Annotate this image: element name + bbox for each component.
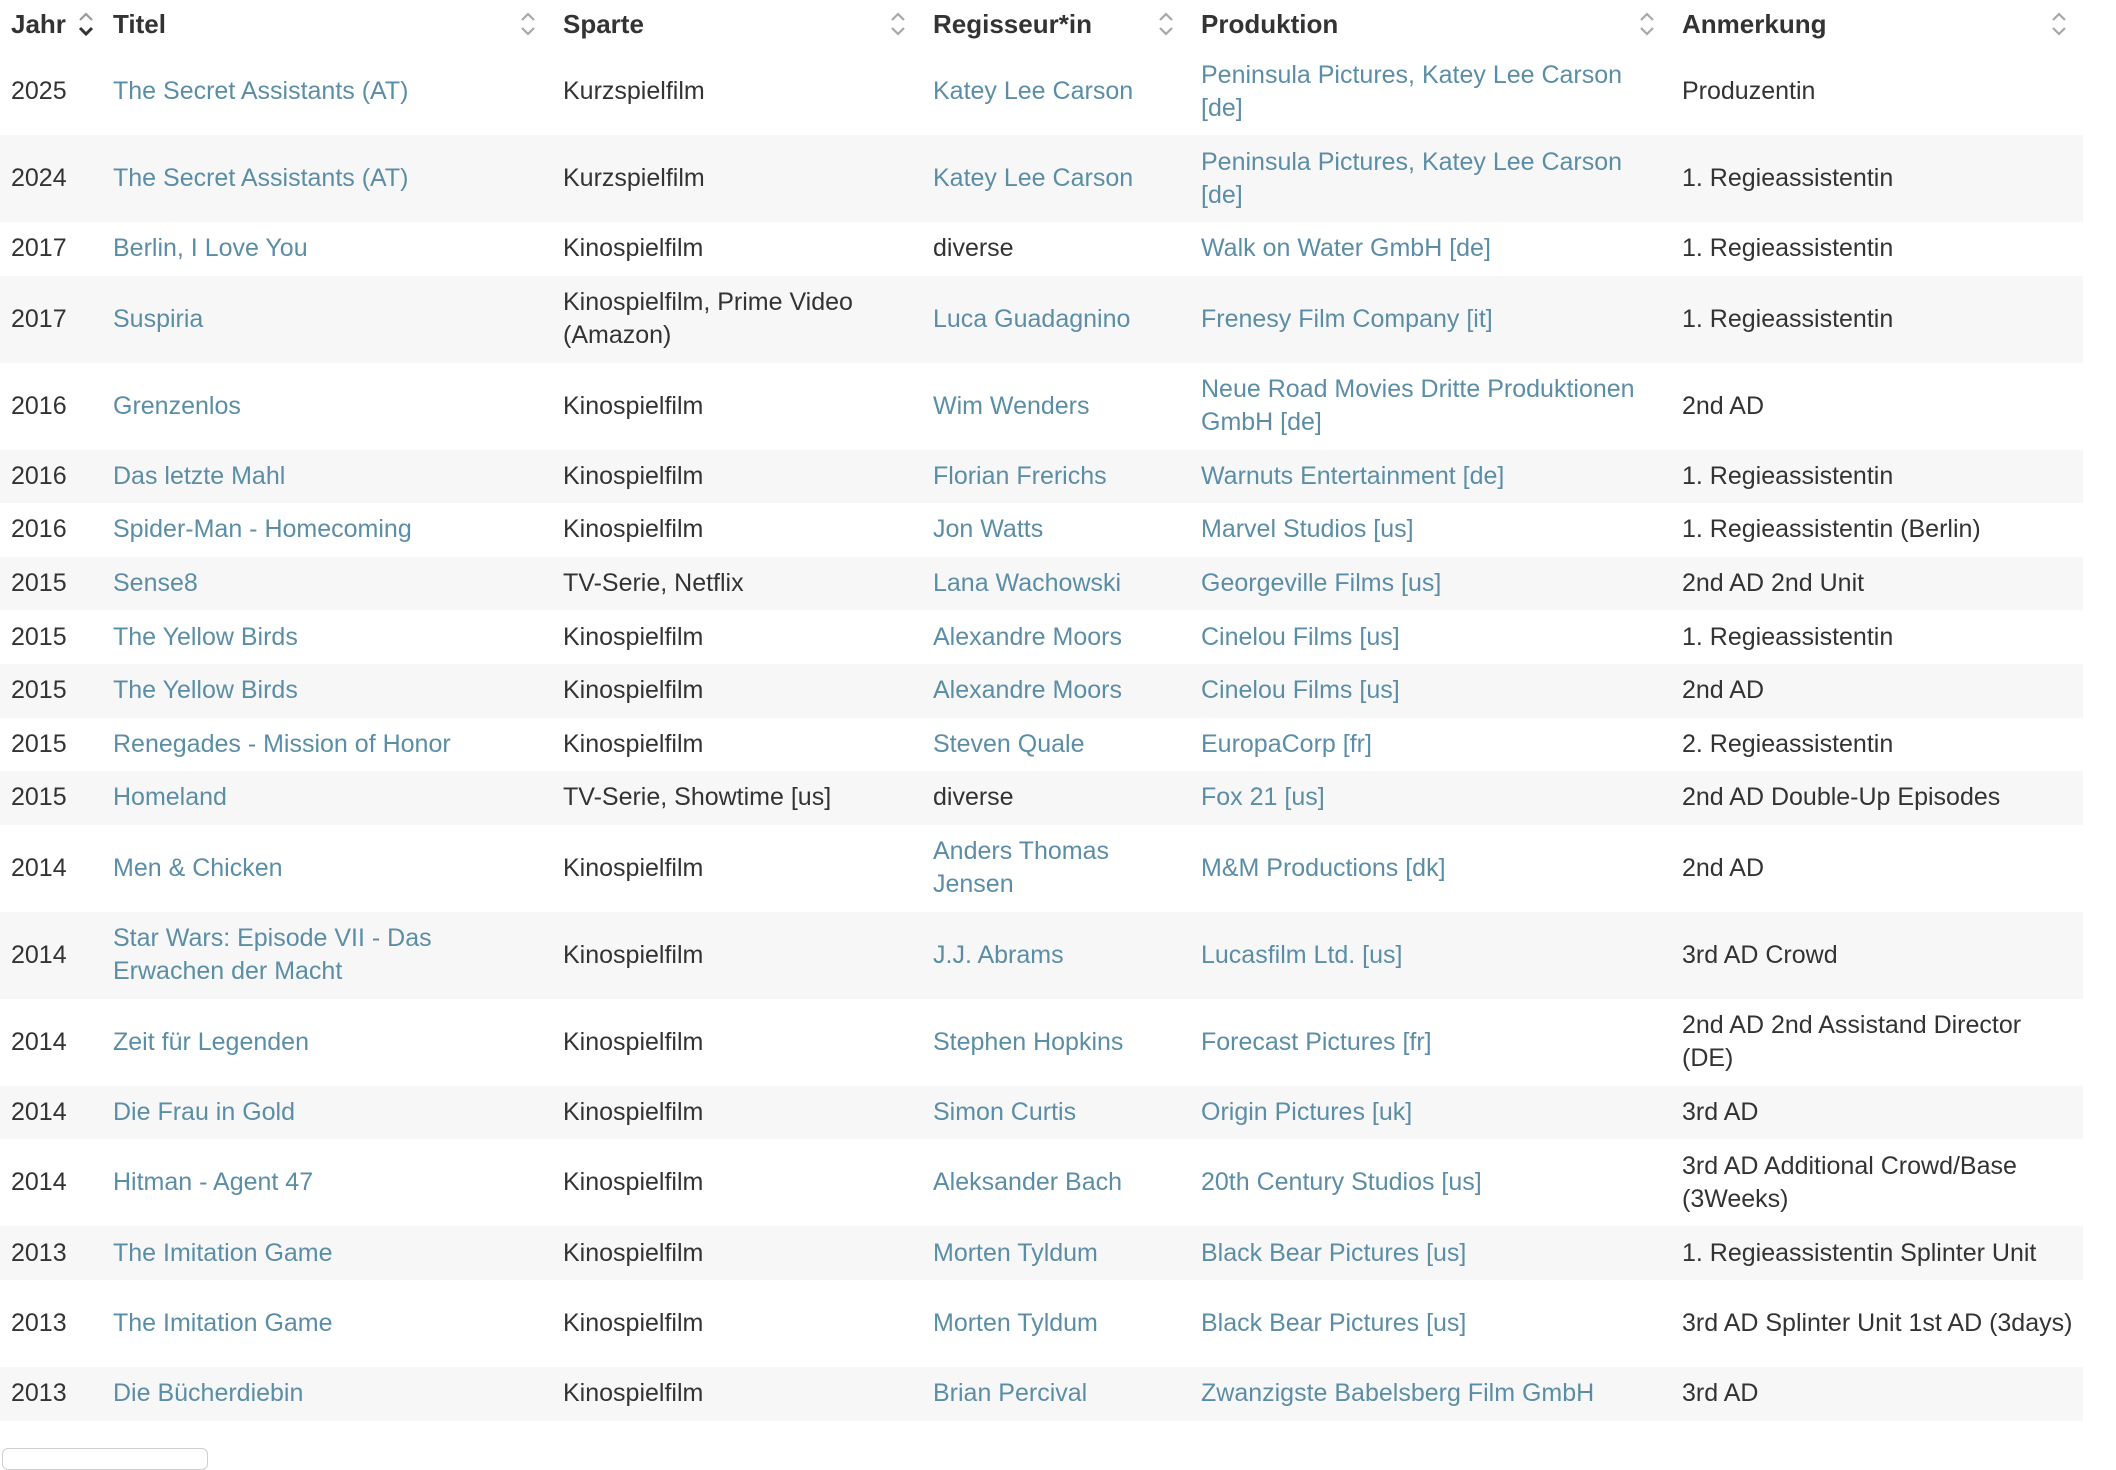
- cell-titel: [102, 999, 552, 1086]
- cell-titel: [102, 48, 552, 135]
- cell-jahr-text: 2014: [11, 1168, 67, 1197]
- cell-produktion-link[interactable]: Forecast Pictures [fr]: [1201, 1027, 1432, 1056]
- cell-sparte-text: Kinospielfilm, Prime Video (Amazon): [563, 288, 853, 350]
- cell-anmerkung: [1671, 276, 2083, 363]
- cell-sparte: [552, 363, 922, 450]
- cell-produktion: [1190, 912, 1671, 999]
- cell-sparte: [552, 48, 922, 135]
- table-row: [0, 48, 2083, 135]
- cell-jahr-text: 2015: [11, 622, 67, 651]
- table-row: [0, 1226, 2083, 1280]
- cell-sparte-text: Kinospielfilm: [563, 1168, 704, 1197]
- cell-produktion: [1190, 503, 1671, 557]
- cell-sparte: [552, 912, 922, 999]
- cell-regie-link[interactable]: Jon Watts: [933, 515, 1044, 544]
- cell-sparte-text: Kinospielfilm: [563, 1379, 704, 1408]
- cell-produktion-link[interactable]: Neue Road Movies Dritte Produktionen GmbH [de]: [1201, 375, 1635, 437]
- cell-produktion-link[interactable]: Marvel Studios [us]: [1201, 515, 1414, 544]
- cell-regie-link[interactable]: Lana Wachowski: [933, 569, 1122, 598]
- cell-anmerkung-text: 3rd AD: [1682, 1098, 1759, 1127]
- cell-jahr-text: 2013: [11, 1379, 67, 1408]
- cell-sparte: [552, 1280, 922, 1367]
- table-row: [0, 1280, 2083, 1367]
- cell-produktion-link[interactable]: Warnuts Entertainment [de]: [1201, 461, 1505, 490]
- cell-sparte-text: Kinospielfilm: [563, 1027, 704, 1056]
- cell-produktion: [1190, 1086, 1671, 1140]
- cell-jahr-text: 2017: [11, 234, 67, 263]
- cell-jahr: [0, 610, 102, 664]
- cell-produktion: [1190, 450, 1671, 504]
- table-header-row: [0, 0, 2083, 48]
- cell-titel: [102, 222, 552, 276]
- table-row: [0, 222, 2083, 276]
- cell-titel: [102, 503, 552, 557]
- cell-sparte: [552, 718, 922, 772]
- cell-regie-link[interactable]: Morten Tyldum: [933, 1238, 1098, 1267]
- column-header-regie[interactable]: [922, 0, 1190, 48]
- cell-produktion: [1190, 610, 1671, 664]
- pagination-control[interactable]: [2, 1448, 208, 1470]
- cell-regie-link[interactable]: Morten Tyldum: [933, 1308, 1098, 1337]
- cell-regie: [922, 363, 1190, 450]
- cell-titel: [102, 718, 552, 772]
- cell-regie: [922, 1280, 1190, 1367]
- cell-sparte-text: Kinospielfilm: [563, 729, 704, 758]
- cell-sparte-text: Kinospielfilm: [563, 940, 704, 969]
- table-row: [0, 999, 2083, 1086]
- cell-anmerkung-text: 1. Regieassistentin Splinter Unit: [1682, 1238, 2037, 1267]
- cell-regie-link[interactable]: Alexandre Moors: [933, 622, 1122, 651]
- cell-titel-link[interactable]: Homeland: [113, 783, 227, 812]
- cell-jahr: [0, 135, 102, 222]
- cell-regie-link[interactable]: Wim Wenders: [933, 391, 1090, 420]
- cell-regie: [922, 557, 1190, 611]
- cell-regie-link[interactable]: Anders Thomas Jensen: [933, 837, 1110, 899]
- cell-jahr: [0, 503, 102, 557]
- cell-titel-link[interactable]: Hitman - Agent 47: [113, 1168, 314, 1197]
- cell-anmerkung: [1671, 135, 2083, 222]
- cell-produktion: [1190, 1367, 1671, 1421]
- cell-sparte: [552, 664, 922, 718]
- cell-titel: [102, 276, 552, 363]
- cell-titel-link[interactable]: Die Frau in Gold: [113, 1098, 296, 1127]
- cell-regie: [922, 276, 1190, 363]
- cell-jahr-text: 2014: [11, 1098, 67, 1127]
- table-row: [0, 610, 2083, 664]
- cell-sparte-text: Kurzspielfilm: [563, 164, 705, 192]
- cell-sparte: [552, 503, 922, 557]
- cell-jahr-text: 2013: [11, 1238, 67, 1267]
- cell-titel: [102, 825, 552, 912]
- sort-icon[interactable]: [888, 9, 908, 39]
- cell-titel: [102, 135, 552, 222]
- cell-titel: [102, 363, 552, 450]
- cell-titel-link[interactable]: The Secret Assistants (AT): [113, 77, 409, 105]
- cell-anmerkung-text: 2. Regieassistentin: [1682, 729, 1894, 758]
- cell-anmerkung: [1671, 1226, 2083, 1280]
- cell-jahr-text: 2016: [11, 461, 67, 490]
- cell-titel: [102, 771, 552, 825]
- cell-regie: [922, 1086, 1190, 1140]
- cell-titel-link[interactable]: The Yellow Birds: [113, 676, 298, 705]
- cell-produktion: [1190, 771, 1671, 825]
- column-header-jahr[interactable]: [0, 0, 102, 48]
- cell-produktion-link[interactable]: Georgeville Films [us]: [1201, 569, 1442, 598]
- table-row: [0, 664, 2083, 718]
- cell-titel-link[interactable]: The Secret Assistants (AT): [113, 164, 409, 192]
- cell-anmerkung-text: 2nd AD: [1682, 676, 1765, 705]
- cell-titel-link[interactable]: The Yellow Birds: [113, 622, 298, 651]
- cell-jahr: [0, 363, 102, 450]
- cell-regie: [922, 610, 1190, 664]
- cell-regie: [922, 999, 1190, 1086]
- cell-sparte: [552, 276, 922, 363]
- column-header-label: Produktion: [1201, 8, 1339, 39]
- cell-jahr: [0, 664, 102, 718]
- cell-produktion-link[interactable]: Origin Pictures [uk]: [1201, 1098, 1413, 1127]
- cell-jahr-text: 2017: [11, 304, 67, 333]
- cell-jahr: [0, 912, 102, 999]
- cell-anmerkung-text: 2nd AD: [1682, 853, 1765, 882]
- cell-jahr-text: 2015: [11, 569, 67, 598]
- cell-sparte: [552, 1139, 922, 1226]
- cell-regie-link[interactable]: Alexandre Moors: [933, 676, 1122, 705]
- cell-jahr: [0, 1280, 102, 1367]
- cell-jahr-text: 2016: [11, 515, 67, 544]
- cell-titel-link[interactable]: Grenzenlos: [113, 391, 241, 420]
- cell-produktion-link[interactable]: Frenesy Film Company [it]: [1201, 304, 1493, 333]
- cell-titel-link[interactable]: Die Bücherdiebin: [113, 1379, 304, 1408]
- table-row: [0, 912, 2083, 999]
- cell-anmerkung-text: 2nd AD: [1682, 391, 1765, 420]
- cell-sparte: [552, 825, 922, 912]
- column-header-anmerkung[interactable]: [1671, 0, 2083, 48]
- cell-jahr-text: 2014: [11, 853, 67, 882]
- cell-anmerkung: [1671, 557, 2083, 611]
- cell-titel: [102, 664, 552, 718]
- cell-anmerkung: [1671, 503, 2083, 557]
- cell-regie-link[interactable]: Katey Lee Carson: [933, 164, 1134, 192]
- cell-produktion: [1190, 557, 1671, 611]
- cell-anmerkung: [1671, 718, 2083, 772]
- cell-anmerkung: [1671, 48, 2083, 135]
- cell-anmerkung: [1671, 222, 2083, 276]
- column-header-label: Jahr: [11, 8, 66, 39]
- cell-sparte: [552, 1367, 922, 1421]
- cell-produktion-link[interactable]: Peninsula Pictures, Katey Lee Carson [de]: [1201, 147, 1623, 209]
- cell-sparte-text: Kinospielfilm: [563, 853, 704, 882]
- sort-icon[interactable]: [1637, 9, 1657, 39]
- cell-produktion-link[interactable]: Lucasfilm Ltd. [us]: [1201, 940, 1403, 969]
- cell-jahr-text: 2013: [11, 1308, 67, 1337]
- cell-jahr: [0, 48, 102, 135]
- cell-anmerkung-text: 3rd AD Additional Crowd/Base (3Weeks): [1682, 1151, 2017, 1213]
- cell-anmerkung-text: Produzentin: [1682, 77, 1816, 105]
- cell-produktion-link[interactable]: Black Bear Pictures [us]: [1201, 1308, 1467, 1337]
- cell-regie: [922, 48, 1190, 135]
- cell-jahr-text: 2014: [11, 940, 67, 969]
- sort-icon[interactable]: [2049, 9, 2069, 39]
- cell-regie: [922, 1367, 1190, 1421]
- cell-titel: [102, 610, 552, 664]
- cell-regie-link[interactable]: Aleksander Bach: [933, 1168, 1123, 1197]
- cell-sparte: [552, 771, 922, 825]
- cell-titel-link[interactable]: Sense8: [113, 569, 198, 598]
- cell-titel: [102, 1139, 552, 1226]
- cell-produktion-link[interactable]: 20th Century Studios [us]: [1201, 1168, 1482, 1197]
- cell-sparte: [552, 610, 922, 664]
- cell-sparte-text: TV-Serie, Netflix: [563, 569, 744, 598]
- table-body: [0, 48, 2083, 1421]
- column-header-produktion[interactable]: [1190, 0, 1671, 48]
- table-row: [0, 718, 2083, 772]
- cell-sparte-text: Kinospielfilm: [563, 391, 704, 420]
- cell-anmerkung-text: 1. Regieassistentin: [1682, 622, 1894, 651]
- cell-titel-link[interactable]: Renegades - Mission of Honor: [113, 729, 451, 758]
- cell-titel-link[interactable]: Zeit für Legenden: [113, 1027, 309, 1056]
- table-row: [0, 450, 2083, 504]
- cell-jahr-text: 2015: [11, 783, 67, 812]
- table-row: [0, 276, 2083, 363]
- cell-jahr: [0, 1086, 102, 1140]
- cell-jahr: [0, 222, 102, 276]
- cell-sparte-text: Kinospielfilm: [563, 622, 704, 651]
- cell-sparte-text: Kurzspielfilm: [563, 77, 705, 105]
- column-header-label: Titel: [113, 8, 166, 39]
- cell-titel: [102, 1086, 552, 1140]
- cell-titel-link[interactable]: Suspiria: [113, 304, 204, 333]
- table-row: [0, 825, 2083, 912]
- cell-sparte: [552, 135, 922, 222]
- cell-produktion-link[interactable]: Fox 21 [us]: [1201, 783, 1325, 812]
- cell-titel: [102, 450, 552, 504]
- cell-anmerkung: [1671, 771, 2083, 825]
- cell-anmerkung-text: 2nd AD 2nd Assistand Director (DE): [1682, 1011, 2022, 1073]
- cell-regie: [922, 1226, 1190, 1280]
- cell-anmerkung: [1671, 912, 2083, 999]
- table-row: [0, 1367, 2083, 1421]
- cell-anmerkung: [1671, 363, 2083, 450]
- cell-regie-link[interactable]: J.J. Abrams: [933, 940, 1064, 969]
- cell-anmerkung: [1671, 1280, 2083, 1367]
- cell-produktion: [1190, 276, 1671, 363]
- cell-produktion: [1190, 1226, 1671, 1280]
- cell-regie-text: diverse: [933, 234, 1014, 263]
- cell-jahr: [0, 450, 102, 504]
- cell-jahr-text: 2015: [11, 729, 67, 758]
- cell-sparte: [552, 999, 922, 1086]
- cell-produktion-link[interactable]: Walk on Water GmbH [de]: [1201, 234, 1491, 263]
- cell-jahr: [0, 999, 102, 1086]
- cell-sparte-text: Kinospielfilm: [563, 461, 704, 490]
- cell-sparte-text: Kinospielfilm: [563, 1098, 704, 1127]
- cell-titel: [102, 1367, 552, 1421]
- cell-sparte-text: Kinospielfilm: [563, 515, 704, 544]
- cell-jahr: [0, 557, 102, 611]
- table-row: [0, 1086, 2083, 1140]
- cell-produktion-link[interactable]: Peninsula Pictures, Katey Lee Carson [de]: [1201, 60, 1623, 122]
- cell-regie: [922, 664, 1190, 718]
- cell-jahr: [0, 718, 102, 772]
- table-row: [0, 363, 2083, 450]
- cell-anmerkung-text: 1. Regieassistentin: [1682, 164, 1894, 192]
- cell-regie-link[interactable]: Katey Lee Carson: [933, 77, 1134, 105]
- cell-produktion: [1190, 135, 1671, 222]
- cell-regie-link[interactable]: Brian Percival: [933, 1379, 1088, 1408]
- cell-produktion: [1190, 999, 1671, 1086]
- table-row: [0, 557, 2083, 611]
- cell-anmerkung: [1671, 1139, 2083, 1226]
- cell-produktion: [1190, 48, 1671, 135]
- cell-jahr-text: 2015: [11, 676, 67, 705]
- cell-jahr: [0, 1367, 102, 1421]
- cell-produktion: [1190, 222, 1671, 276]
- cell-produktion-link[interactable]: EuropaCorp [fr]: [1201, 729, 1372, 758]
- cell-jahr: [0, 276, 102, 363]
- cell-produktion-link[interactable]: Cinelou Films [us]: [1201, 622, 1400, 651]
- table-row: [0, 135, 2083, 222]
- cell-jahr-text: 2024: [11, 164, 67, 192]
- cell-regie: [922, 450, 1190, 504]
- cell-jahr: [0, 825, 102, 912]
- cell-titel-link[interactable]: The Imitation Game: [113, 1308, 333, 1337]
- cell-regie: [922, 912, 1190, 999]
- cell-sparte-text: Kinospielfilm: [563, 234, 704, 263]
- cell-titel: [102, 1226, 552, 1280]
- cell-anmerkung-text: 1. Regieassistentin: [1682, 234, 1894, 263]
- cell-sparte: [552, 1086, 922, 1140]
- cell-sparte-text: Kinospielfilm: [563, 676, 704, 705]
- cell-produktion: [1190, 718, 1671, 772]
- cell-jahr: [0, 1139, 102, 1226]
- cell-anmerkung: [1671, 999, 2083, 1086]
- cell-regie: [922, 503, 1190, 557]
- column-header-titel[interactable]: [102, 0, 552, 48]
- table-row: [0, 1139, 2083, 1226]
- cell-regie-text: diverse: [933, 783, 1014, 812]
- cell-titel-link[interactable]: Star Wars: Episode VII - Das Erwachen der Macht: [113, 924, 432, 986]
- cell-jahr-text: 2025: [11, 77, 67, 105]
- cell-produktion-link[interactable]: Cinelou Films [us]: [1201, 676, 1400, 705]
- cell-anmerkung: [1671, 1367, 2083, 1421]
- cell-sparte: [552, 557, 922, 611]
- cell-regie: [922, 135, 1190, 222]
- cell-anmerkung-text: 1. Regieassistentin (Berlin): [1682, 515, 1981, 544]
- column-header-label: Regisseur*in: [933, 8, 1092, 39]
- cell-anmerkung: [1671, 664, 2083, 718]
- cell-titel-link[interactable]: The Imitation Game: [113, 1238, 333, 1267]
- cell-regie: [922, 222, 1190, 276]
- cell-regie: [922, 718, 1190, 772]
- cell-jahr-text: 2014: [11, 1027, 67, 1056]
- cell-sparte-text: Kinospielfilm: [563, 1238, 704, 1267]
- sort-desc-icon[interactable]: [76, 9, 96, 39]
- cell-sparte: [552, 450, 922, 504]
- cell-regie: [922, 1139, 1190, 1226]
- cell-titel: [102, 557, 552, 611]
- cell-anmerkung-text: 3rd AD: [1682, 1379, 1759, 1408]
- cell-regie: [922, 771, 1190, 825]
- cell-produktion: [1190, 1139, 1671, 1226]
- cell-anmerkung: [1671, 610, 2083, 664]
- cell-produktion: [1190, 1280, 1671, 1367]
- cell-titel: [102, 912, 552, 999]
- cell-anmerkung-text: 1. Regieassistentin: [1682, 304, 1894, 333]
- cell-titel-link[interactable]: Men & Chicken: [113, 853, 283, 882]
- cell-jahr: [0, 771, 102, 825]
- cell-regie-link[interactable]: Stephen Hopkins: [933, 1027, 1124, 1056]
- cell-produktion: [1190, 363, 1671, 450]
- column-header-label: Sparte: [563, 8, 644, 39]
- cell-sparte: [552, 1226, 922, 1280]
- sort-icon[interactable]: [518, 9, 538, 39]
- cell-regie-link[interactable]: Florian Frerichs: [933, 461, 1107, 490]
- cell-anmerkung: [1671, 450, 2083, 504]
- cell-anmerkung-text: 3rd AD Splinter Unit 1st AD (3days): [1682, 1308, 2073, 1337]
- cell-sparte-text: Kinospielfilm: [563, 1308, 704, 1337]
- cell-produktion-link[interactable]: M&M Productions [dk]: [1201, 853, 1446, 882]
- cell-jahr: [0, 1226, 102, 1280]
- cell-sparte: [552, 222, 922, 276]
- cell-anmerkung-text: 3rd AD Crowd: [1682, 940, 1838, 969]
- cell-regie-link[interactable]: Luca Guadagnino: [933, 304, 1131, 333]
- sort-icon[interactable]: [1156, 9, 1176, 39]
- cell-titel-link[interactable]: Berlin, I Love You: [113, 234, 308, 263]
- cell-regie-link[interactable]: Steven Quale: [933, 729, 1085, 758]
- cell-anmerkung: [1671, 825, 2083, 912]
- cell-titel: [102, 1280, 552, 1367]
- table-row: [0, 771, 2083, 825]
- cell-regie-link[interactable]: Simon Curtis: [933, 1098, 1077, 1127]
- column-header-label: Anmerkung: [1682, 8, 1827, 39]
- cell-titel-link[interactable]: Das letzte Mahl: [113, 461, 286, 490]
- cell-produktion-link[interactable]: Black Bear Pictures [us]: [1201, 1238, 1467, 1267]
- cell-anmerkung-text: 2nd AD Double-Up Episodes: [1682, 783, 2001, 812]
- table-row: [0, 503, 2083, 557]
- cell-titel-link[interactable]: Spider-Man - Homecoming: [113, 515, 412, 544]
- cell-regie: [922, 825, 1190, 912]
- cell-produktion: [1190, 664, 1671, 718]
- cell-produktion: [1190, 825, 1671, 912]
- cell-sparte-text: TV-Serie, Showtime [us]: [563, 783, 832, 812]
- cell-anmerkung: [1671, 1086, 2083, 1140]
- column-header-sparte[interactable]: [552, 0, 922, 48]
- cell-anmerkung-text: 2nd AD 2nd Unit: [1682, 569, 1865, 598]
- cell-anmerkung-text: 1. Regieassistentin: [1682, 461, 1894, 490]
- cell-jahr-text: 2016: [11, 391, 67, 420]
- cell-produktion-link[interactable]: Zwanzigste Babelsberg Film GmbH: [1201, 1379, 1595, 1408]
